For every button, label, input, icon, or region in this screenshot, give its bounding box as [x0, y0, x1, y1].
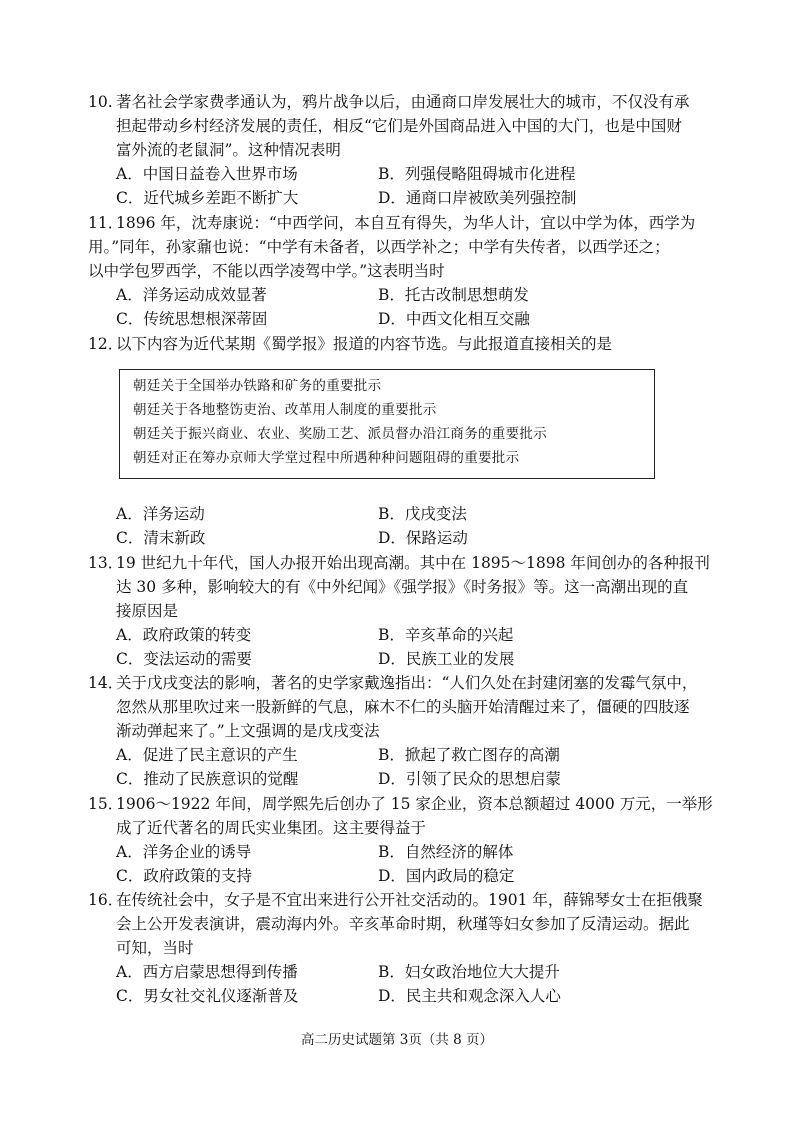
option-c[interactable]: C．政府政策的支持	[116, 867, 252, 885]
option-a[interactable]: A．洋务运动成效显著	[116, 286, 267, 304]
option-c[interactable]: C．传统思想根深蒂固	[116, 310, 268, 328]
question-number: 16．	[88, 891, 124, 909]
option-c[interactable]: C．近代城乡差距不断扩大	[116, 189, 299, 207]
option-a[interactable]: A．洋务企业的诱导	[116, 843, 252, 861]
option-a[interactable]: A．洋务运动	[116, 505, 205, 523]
question-stem-line: 1906～1922 年间，周学熙先后创办了 15 家企业，资本总额超过 4000 万元，一举形	[116, 795, 713, 813]
question-stem-line: 忽然从那里吹过来一股新鲜的气息，麻木不仁的头脑开始清醒过来了，僵硬的四肢逐	[116, 698, 690, 716]
option-c[interactable]: C．男女社交礼仪逐渐普及	[116, 987, 299, 1005]
excerpt-line: 朝廷关于全国举办铁路和矿务的重要批示	[133, 378, 382, 394]
question-number: 15．	[88, 795, 124, 813]
option-d[interactable]: D．民族工业的发展	[378, 650, 515, 668]
question-stem-line: 渐动弹起来了。”上文强调的是戊戌变法	[116, 722, 380, 740]
question-stem-line: 担起带动乡村经济发展的责任，相反“它们是外国商品进入中国的大门，也是中国财	[116, 117, 682, 135]
question-number: 11．	[88, 214, 124, 232]
option-d[interactable]: D．国内政局的稳定	[378, 867, 515, 885]
option-c[interactable]: C．变法运动的需要	[116, 650, 252, 668]
option-c[interactable]: C．清末新政	[116, 529, 206, 547]
option-a[interactable]: A．促进了民主意识的产生	[116, 746, 298, 764]
option-d[interactable]: D．民主共和观念深入人心	[378, 987, 561, 1005]
excerpt-line: 朝廷对正在筹办京师大学堂过程中所遇种种问题阻碍的重要批示	[133, 450, 520, 466]
question-stem-line: 以下内容为近代某期《蜀学报》报道的内容节选。与此报道直接相关的是	[116, 335, 613, 353]
option-d[interactable]: D．中西文化相互交融	[378, 310, 530, 328]
question-stem-line: 关于戊戌变法的影响，著名的史学家戴逸指出：“人们久处在封建闭塞的发霉气氛中，	[116, 674, 698, 692]
question-stem-line: 著名社会学家费孝通认为，鸦片战争以后，由通商口岸发展壮大的城市，不仅没有承	[116, 93, 690, 111]
question-number: 13．	[88, 554, 124, 572]
option-b[interactable]: B．掀起了救亡图存的高潮	[378, 746, 560, 764]
question-stem-line: 19 世纪九十年代，国人办报开始出现高潮。其中在 1895～1898 年间创办的各种报刊	[116, 554, 710, 572]
question-stem-line: 会上公开发表演讲，震动海内外。辛亥革命时期，秋瑾等妇女参加了反清运动。据此	[116, 915, 690, 933]
question-stem-line: 成了近代著名的周氏实业集团。这主要得益于	[116, 819, 427, 837]
question-number: 10.	[88, 93, 113, 111]
question-stem-line: 以中学包罗西学，不能以西学凌驾中学。”这表明当时	[88, 262, 445, 280]
option-b[interactable]: B．妇女政治地位大大提升	[378, 963, 560, 981]
question-stem-line: 接原因是	[116, 602, 179, 620]
option-b[interactable]: B．辛亥革命的兴起	[378, 626, 514, 644]
option-a[interactable]: A．政府政策的转变	[116, 626, 252, 644]
option-a[interactable]: A．西方启蒙思想得到传播	[116, 963, 298, 981]
question-stem-line: 1896 年，沈寿康说：“中西学问，本自互有得失，为华人计，宜以中学为体，西学为	[116, 214, 696, 232]
option-b[interactable]: B．戊戌变法	[378, 505, 467, 523]
option-a[interactable]: A．中国日益卷入世界市场	[116, 165, 298, 183]
excerpt-line: 朝廷关于各地整饬吏治、改革用人制度的重要批示	[133, 402, 437, 418]
option-d[interactable]: D．保路运动	[378, 529, 468, 547]
question-stem-line: 达 30 多种，影响较大的有《中外纪闻》《强学报》《时务报》等。这一高潮出现的直	[116, 578, 689, 596]
question-stem-line: 可知，当时	[116, 939, 194, 957]
option-c[interactable]: C．推动了民族意识的觉醒	[116, 770, 299, 788]
option-b[interactable]: B．托古改制思想萌发	[378, 286, 529, 304]
option-b[interactable]: B．自然经济的解体	[378, 843, 514, 861]
option-d[interactable]: D．通商口岸被欧美列强控制	[378, 189, 577, 207]
excerpt-line: 朝廷关于振兴商业、农业、奖励工艺、派员督办沿江商务的重要批示	[133, 426, 547, 442]
page-footer: 高二历史试题第 3页（共 8 页）	[300, 1032, 494, 1048]
question-number: 14．	[88, 674, 124, 692]
option-d[interactable]: D．引领了民众的思想启蒙	[378, 770, 561, 788]
question-stem-line: 用。”同年，孙家鼐也说：“中学有未备者，以西学补之；中学有失传者，以西学还之；	[88, 238, 670, 256]
question-stem-line: 在传统社会中，女子是不宜出来进行公开社交活动的。1901 年，薛锦琴女士在拒俄聚	[116, 891, 703, 909]
question-number: 12．	[88, 335, 124, 353]
question-stem-line: 富外流的老鼠洞”。这种情况表明	[116, 141, 341, 159]
option-b[interactable]: B．列强侵略阻碍城市化进程	[378, 165, 576, 183]
newspaper-excerpt-box	[119, 369, 655, 479]
